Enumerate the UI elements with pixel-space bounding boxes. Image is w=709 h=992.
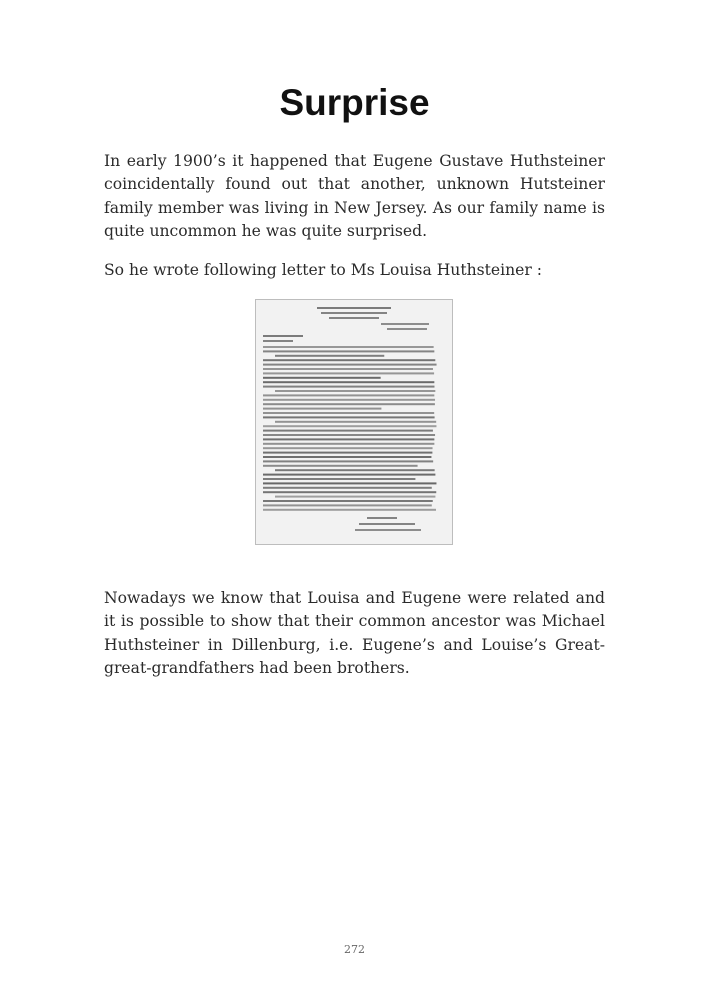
letter-text-line (263, 482, 436, 484)
scanned-letter-image (255, 299, 453, 545)
letter-text-line (263, 487, 432, 489)
letter-text-line (359, 523, 415, 525)
letter-text-line (263, 403, 435, 405)
letter-text-line (263, 368, 433, 370)
letter-text-line (263, 443, 434, 445)
letter-text-line (275, 469, 435, 471)
letter-text-line (263, 447, 433, 449)
intro-paragraph: In early 1900’s it happened that Eugene Gustave Huthsteiner coincidentally found out that another, unknown Hutsteiner family member was living in New Jersey. As our family name is quite uncommon he was quite surprised. (104, 152, 605, 241)
letter-text-line (275, 421, 436, 423)
letter-text-line (263, 399, 435, 401)
letter-text-line (263, 509, 436, 511)
letter-text-line (263, 456, 431, 458)
letter-text-line (263, 346, 434, 348)
page-number: 272 (344, 943, 365, 956)
letter-text-line (263, 452, 432, 454)
letter-text-line (317, 307, 391, 309)
letter-text-line (263, 408, 381, 410)
conclusion-paragraph: Nowadays we know that Louisa and Eugene were related and it is possible to show that their common ancestor was Michael Huthsteiner in Dillenburg, i.e. Eugene’s and Louise’s Great-great-grandfathers had been brothers. (104, 589, 605, 678)
letter-text-line (263, 460, 433, 462)
letter-text-line (275, 496, 435, 498)
letter-text-line (263, 478, 415, 480)
letter-text-line (263, 438, 434, 440)
letter-text-line (275, 390, 435, 392)
letter-text-line (263, 465, 418, 467)
letter-text-line (329, 317, 379, 319)
letter-scan-graphic (255, 299, 453, 545)
letter-text-line (263, 340, 293, 342)
letter-text-line (263, 372, 434, 374)
letter-text-line (321, 312, 387, 314)
letter-text-line (263, 394, 434, 396)
page-title: Surprise (279, 82, 430, 123)
letter-text-line (263, 359, 435, 361)
letter-text-line (263, 350, 434, 352)
letter-intro-paragraph: So he wrote following letter to Ms Louisa Huthsteiner : (104, 261, 543, 279)
letter-text-line (263, 386, 434, 388)
letter-text-line (263, 335, 303, 337)
letter-text-line (263, 500, 433, 502)
letter-text-line (275, 355, 384, 357)
letter-text-line (263, 412, 434, 414)
letter-text-line (387, 328, 427, 330)
letter-text-line (263, 504, 432, 506)
letter-text-line (263, 430, 433, 432)
letter-text-line (355, 529, 421, 531)
letter-text-line (263, 425, 436, 427)
letter-text-line (263, 491, 436, 493)
letter-text-line (263, 364, 437, 366)
letter-text-line (263, 434, 435, 436)
letter-text-line (263, 381, 434, 383)
letter-text-line (263, 474, 435, 476)
letter-text-line (367, 517, 397, 519)
letter-text-line (263, 377, 381, 379)
letter-text-line (263, 416, 435, 418)
letter-text-line (381, 323, 429, 325)
